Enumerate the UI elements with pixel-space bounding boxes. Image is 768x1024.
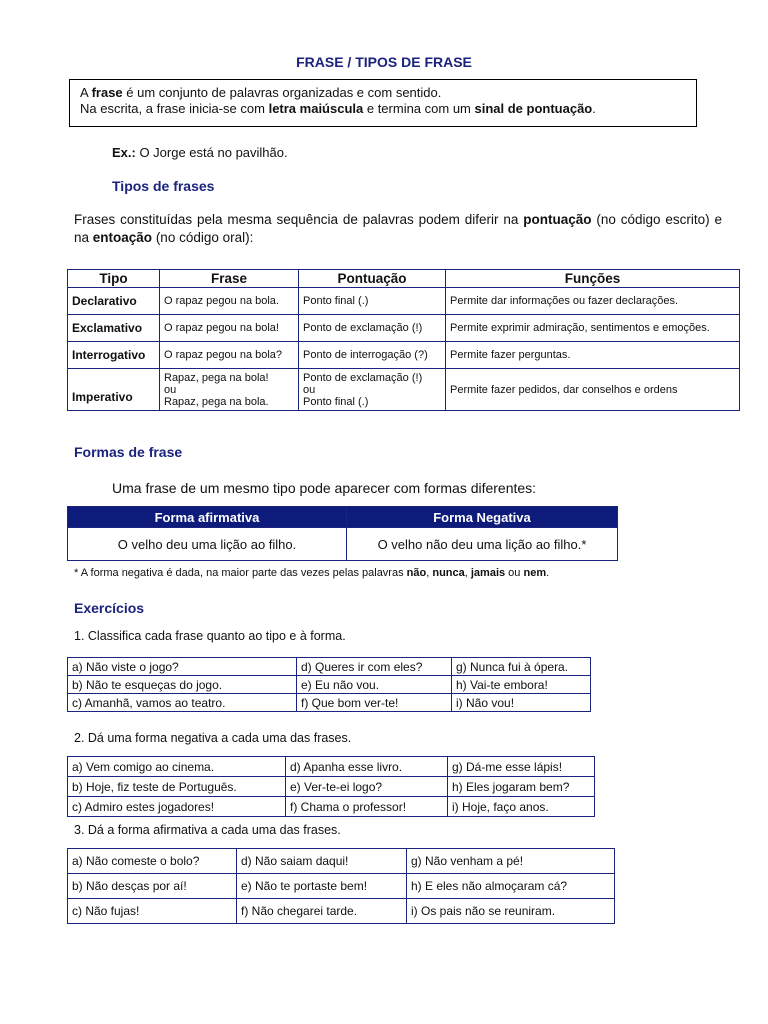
exercise-2-question: 2. Dá uma forma negativa a cada uma das frases. <box>74 731 352 745</box>
header-frase: Frase <box>160 270 299 288</box>
table-row: Declarativo O rapaz pegou na bola. Ponto final (.) Permite dar informações ou fazer declarações. <box>68 288 740 315</box>
table-row: a) Não comeste o bolo? d) Não saiam daqui! g) Não venham a pé! <box>68 849 615 874</box>
table-row: b) Hoje, fiz teste de Português. e) Ver-te-ei logo? h) Eles jogaram bem? <box>68 777 595 797</box>
header-forma-negativa: Forma Negativa <box>347 507 618 528</box>
table-row: Imperativo Rapaz, pega na bola! ou Rapaz, pega na bola. Ponto de exclamação (!) ou Ponto final (.) Permite fazer pedidos, dar conselhos e ordens <box>68 369 740 411</box>
definition-line-1: A frase é um conjunto de palavras organizadas e com sentido. <box>80 85 442 100</box>
exercicios-heading: Exercícios <box>74 600 145 616</box>
table-row: c) Admiro estes jogadores! f) Chama o professor! i) Hoje, faço anos. <box>68 797 595 817</box>
table-header-row <box>68 507 618 528</box>
table-row: O velho deu uma lição ao filho. O velho não deu uma lição ao filho.* <box>68 528 618 561</box>
header-tipo: Tipo <box>68 270 160 288</box>
header-forma-afirmativa: Forma afirmativa <box>68 507 347 528</box>
table-row: c) Amanhã, vamos ao teatro. f) Que bom ver-te! i) Não vou! <box>68 694 591 712</box>
table-row: b) Não desças por aí! e) Não te portaste bem! h) E eles não almoçaram cá? <box>68 874 615 899</box>
exercise-2-table <box>67 756 595 817</box>
exercise-3-table <box>67 848 615 924</box>
exercise-1-table <box>67 657 591 712</box>
header-pontuacao: Pontuação <box>299 270 446 288</box>
table-row: a) Não viste o jogo? d) Queres ir com eles? g) Nunca fui à ópera. <box>68 658 591 676</box>
tipos-heading: Tipos de frases <box>112 178 215 194</box>
table-header-row <box>68 270 740 288</box>
formas-heading: Formas de frase <box>74 444 183 460</box>
exercise-3-question: 3. Dá a forma afirmativa a cada uma das frases. <box>74 823 341 837</box>
formas-intro: Uma frase de um mesmo tipo pode aparecer com formas diferentes: <box>112 480 537 496</box>
table-row: b) Não te esqueças do jogo. e) Eu não vou. h) Vai-te embora! <box>68 676 591 694</box>
table-row: a) Vem comigo ao cinema. d) Apanha esse livro. g) Dá-me esse lápis! <box>68 757 595 777</box>
footnote: * A forma negativa é dada, na maior parte das vezes pelas palavras não, nunca, jamais ou nem. <box>74 567 550 579</box>
header-funcoes: Funções <box>446 270 740 288</box>
tipos-paragraph: Frases constituídas pela mesma sequência de palavras podem diferir na pontuação (no código escrito) e na entoação (no código oral): <box>74 212 723 245</box>
table-row: c) Não fujas! f) Não chegarei tarde. i) Os pais não se reuniram. <box>68 899 615 924</box>
table-row: Interrogativo O rapaz pegou na bola? Ponto de interrogação (?) Permite fazer perguntas. <box>68 342 740 369</box>
formas-table <box>67 506 618 561</box>
definition-box <box>69 79 697 127</box>
table-row: Exclamativo O rapaz pegou na bola! Ponto de exclamação (!) Permite exprimir admiração, sentimentos e emoções. <box>68 315 740 342</box>
tipos-table <box>67 269 740 411</box>
definition-line-2: Na escrita, a frase inicia-se com letra maiúscula e termina com um sinal de pontuação. <box>80 101 596 116</box>
exercise-1-question: 1. Classifica cada frase quanto ao tipo e à forma. <box>74 629 346 643</box>
page-title: FRASE / TIPOS DE FRASE <box>296 54 472 70</box>
example-sentence: Ex.: O Jorge está no pavilhão. <box>112 145 288 160</box>
